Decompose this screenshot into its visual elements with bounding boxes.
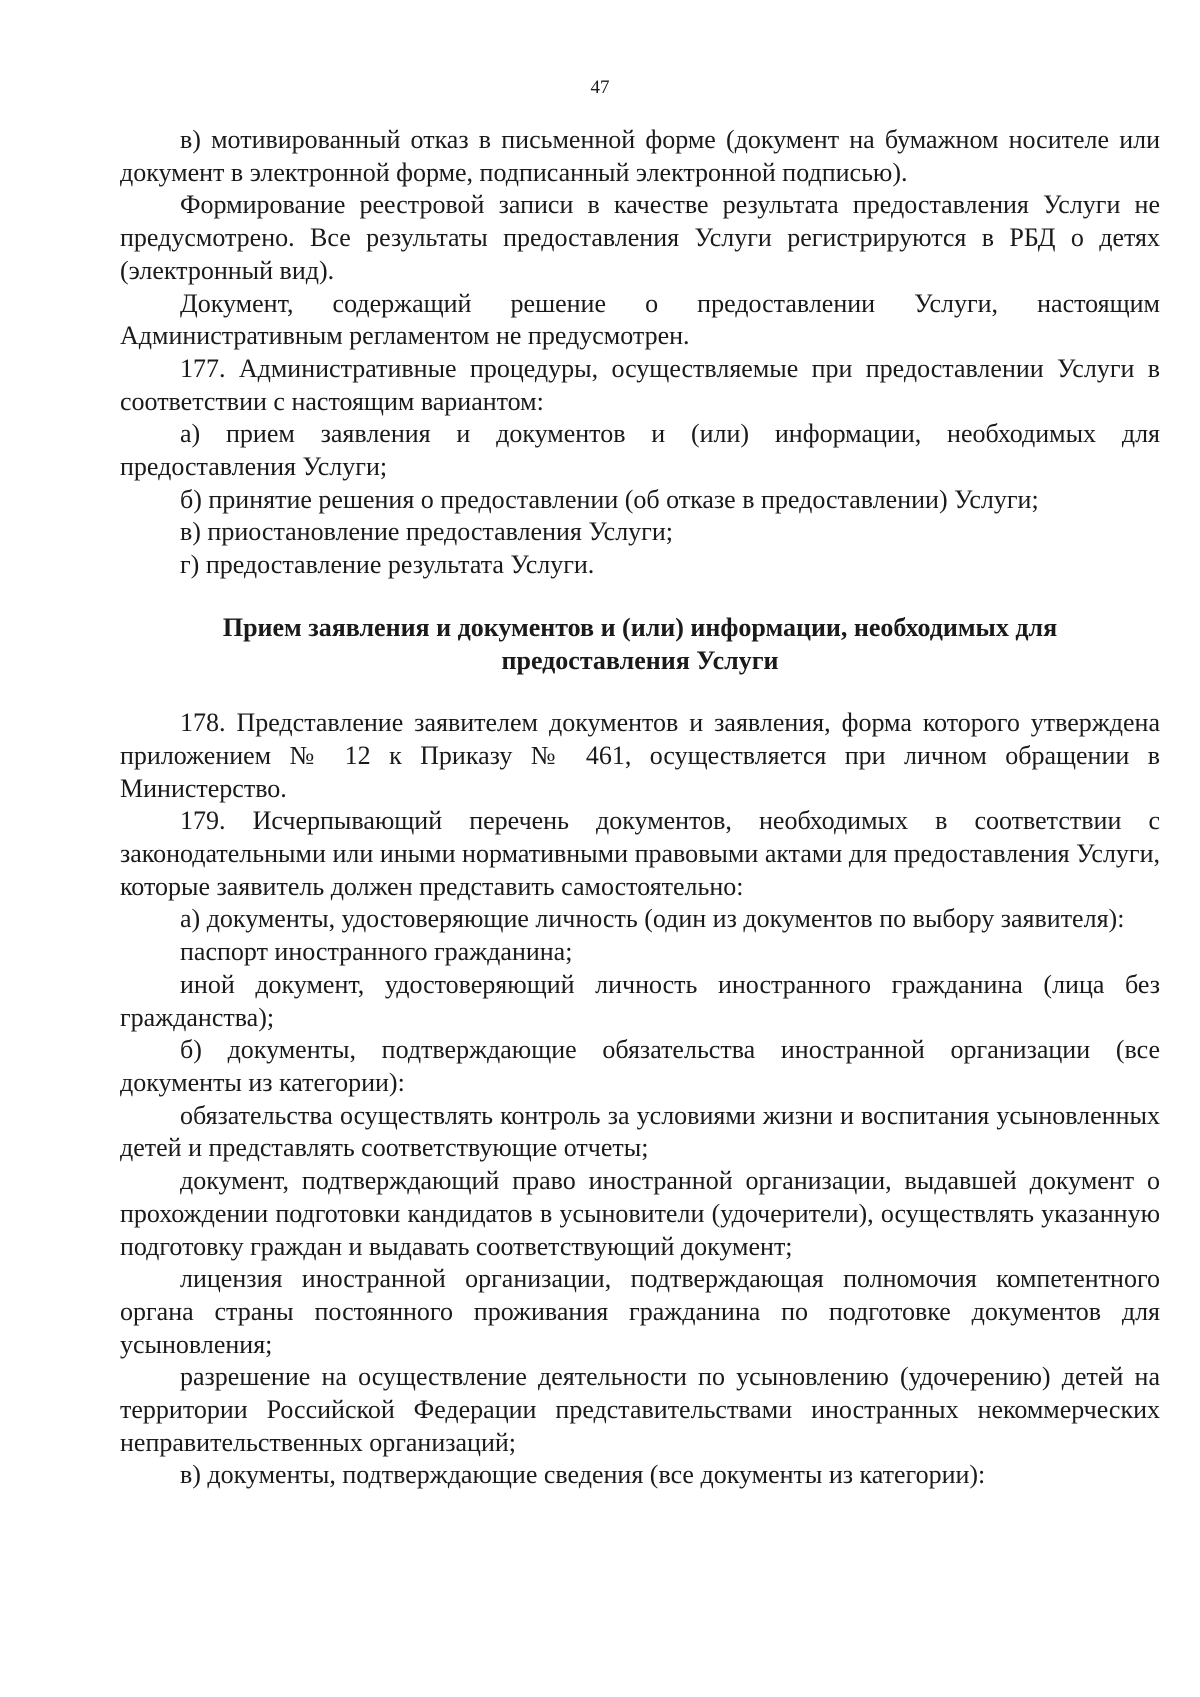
list-item: б) документы, подтверждающие обязательства иностранной организации (все документы из категории):: [120, 1035, 1160, 1097]
page-number: 47: [590, 77, 610, 98]
list-item: обязательства осуществлять контроль за условиями жизни и воспитания усыновленных детей и представлять соответствующие отчеты;: [120, 1100, 1160, 1163]
list-item: разрешение на осуществление деятельности по усыновлению (удочерению) детей на территории Российской Федерации представительствами иностранных некоммерческих неправительственных организаций;: [120, 1362, 1160, 1457]
list-item: б) принятие решения о предоставлении (об отказе в предоставлении) Услуги;: [180, 484, 1039, 514]
paragraph: 177. Административные процедуры, осуществляемые при предоставлении Услуги в соответствии с настоящим вариантом:: [120, 353, 1160, 416]
paragraph: 178. Представление заявителем документов и заявления, форма которого утверждена приложением № 12 к Приказу № 461, осуществляется при личном обращении в Министерство.: [120, 708, 1160, 803]
list-item: в) документы, подтверждающие сведения (все документы из категории):: [180, 1460, 986, 1490]
list-item: г) предоставление результата Услуги.: [180, 550, 595, 580]
paragraph: в) мотивированный отказ в письменной форме (документ на бумажном носителе или документ в электронной форме, подписанный электронной подписью).: [120, 125, 1160, 187]
list-item: лицензия иностранной организации, подтверждающая полномочия компетентного органа страны постоянного проживания гражданина по подготовке документов для усыновления;: [120, 1264, 1160, 1359]
list-item: паспорт иностранного гражданина;: [180, 937, 573, 967]
paragraph: Документ, содержащий решение о предоставлении Услуги, настоящим Административным регламентом не предусмотрен.: [120, 288, 1160, 351]
paragraph: Формирование реестровой записи в качестве результата предоставления Услуги не предусмотрено. Все результаты предоставления Услуги регистрируются в РБД о детях (электронный вид).: [120, 190, 1160, 285]
section-heading: Прием заявления и документов и (или) информации, необходимых для предоставления Услуги: [222, 612, 1058, 675]
list-item: иной документ, удостоверяющий личность иностранного гражданина (лица без гражданства);: [120, 969, 1160, 1032]
list-item: в) приостановление предоставления Услуги;: [180, 517, 673, 547]
list-item: а) документы, удостоверяющие личность (один из документов по выбору заявителя):: [180, 904, 1125, 934]
document-body: [120, 124, 1160, 1492]
paragraph: 179. Исчерпывающий перечень документов, необходимых в соответствии с законодательными или иными нормативными правовыми актами для предоставления Услуги, которые заявитель должен представить самостоятельно:: [120, 806, 1160, 901]
list-item: а) прием заявления и документов и (или) информации, необходимых для предоставления Услуги;: [120, 419, 1160, 482]
list-item: документ, подтверждающий право иностранной организации, выдавшей документ о прохождении подготовки кандидатов в усыновители (удочерители), осуществлять указанную подготовку граждан и выдавать соответствующий документ;: [120, 1166, 1160, 1261]
